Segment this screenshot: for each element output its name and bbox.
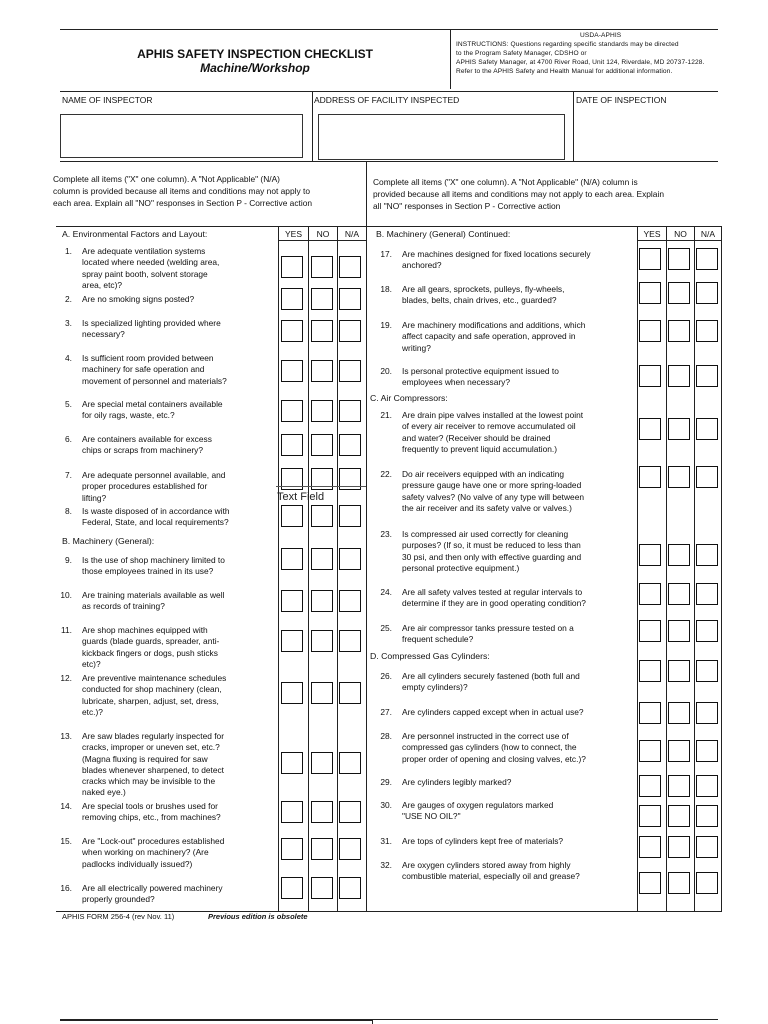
question-line: cracks which may be invisible to the: [82, 776, 216, 787]
yes-checkbox[interactable]: [639, 583, 661, 605]
na-checkbox[interactable]: [696, 282, 718, 304]
no-checkbox[interactable]: [311, 801, 333, 823]
question-text: [82, 801, 221, 824]
question-text: [82, 673, 226, 718]
question-line: purposes? (If so, it must be reduced to less than: [402, 540, 581, 551]
footer-form: APHIS FORM 256-4 (rev Nov. 11): [62, 912, 175, 921]
question-text: [402, 777, 511, 788]
na-checkbox[interactable]: [696, 805, 718, 827]
question-line: kickback fingers or dogs, push sticks: [82, 647, 218, 658]
question-line: Is personal protective equipment issued to: [402, 366, 559, 376]
no-checkbox[interactable]: [311, 548, 333, 570]
right-heading: B. Machinery (General) Continued:: [376, 229, 511, 239]
question-number: 26.: [380, 671, 392, 681]
question-line: chips or scraps from machinery?: [82, 445, 204, 456]
na-checkbox[interactable]: [339, 288, 361, 310]
yes-checkbox[interactable]: [639, 466, 661, 488]
intro-right-line: all "NO" responses in Section P - Corrective action: [373, 201, 561, 211]
question-line: the air receiver and its safety valve or valves.): [402, 502, 572, 513]
question-line: empty cylinders)?: [402, 682, 468, 693]
question-line: Are air compressor tanks pressure tested on a: [402, 623, 574, 633]
no-checkbox[interactable]: [668, 805, 690, 827]
question-line: Are machines designed for fixed locations securely: [402, 249, 591, 259]
question-text: [402, 529, 581, 574]
question-line: Are saw blades regularly inspected for: [82, 731, 224, 741]
question-number: 3.: [65, 318, 72, 328]
address-input[interactable]: [318, 114, 565, 160]
right-col-line-1: [637, 226, 638, 911]
question-line: Are special metal containers available: [82, 399, 223, 409]
question-line: Is waste disposed of in accordance with: [82, 506, 230, 516]
question-line: anchored?: [402, 260, 442, 271]
yes-checkbox[interactable]: [639, 872, 661, 894]
question-text: [82, 246, 219, 291]
question-number: 24.: [380, 587, 392, 597]
instructions-line-2: to the Program Safety Manager, CDSHO or: [456, 50, 587, 57]
question-line: Is the use of shop machinery limited to: [82, 555, 225, 565]
no-checkbox[interactable]: [668, 466, 690, 488]
yes-checkbox[interactable]: [281, 360, 303, 382]
yes-checkbox[interactable]: [281, 400, 303, 422]
question-line: Are personnel instructed in the correct use of: [402, 731, 569, 741]
question-line: frequently to prevent liquid accumulation.): [402, 443, 558, 454]
yes-checkbox[interactable]: [281, 548, 303, 570]
date-label: DATE OF INSPECTION: [576, 95, 667, 105]
question-text: [402, 284, 564, 307]
question-number: 4.: [65, 353, 72, 363]
yes-checkbox[interactable]: [639, 805, 661, 827]
question-number: 23.: [380, 529, 392, 539]
na-checkbox[interactable]: [696, 620, 718, 642]
question-number: 31.: [380, 836, 392, 846]
question-line: Are training materials available as well: [82, 590, 225, 600]
question-line: Are adequate ventilation systems: [82, 246, 206, 256]
right-col-line-3: [694, 226, 695, 911]
question-line: Are cylinders legibly marked?: [402, 777, 512, 787]
inspector-label: NAME OF INSPECTOR: [62, 95, 153, 105]
question-text: [402, 707, 584, 718]
na-checkbox[interactable]: [339, 630, 361, 652]
top-rule: [60, 29, 718, 30]
question-number: 9.: [65, 555, 72, 565]
na-checkbox[interactable]: [339, 590, 361, 612]
question-number: 27.: [380, 707, 392, 717]
no-checkbox[interactable]: [668, 620, 690, 642]
question-line: removing chips, etc., from machines?: [82, 812, 221, 823]
left-heading: A. Environmental Factors and Layout:: [62, 229, 208, 239]
left-header-rule: [278, 240, 366, 241]
yes-checkbox[interactable]: [281, 682, 303, 704]
yes-checkbox[interactable]: [639, 660, 661, 682]
na-checkbox[interactable]: [696, 320, 718, 342]
yes-checkbox[interactable]: [281, 590, 303, 612]
question-number: 18.: [380, 284, 392, 294]
question-text: [82, 434, 212, 457]
question-text: [82, 836, 224, 870]
na-checkbox[interactable]: [339, 256, 361, 278]
question-number: 19.: [380, 320, 392, 330]
no-checkbox[interactable]: [311, 505, 333, 527]
no-checkbox[interactable]: [668, 544, 690, 566]
yes-checkbox[interactable]: [639, 365, 661, 387]
question-number: 5.: [65, 399, 72, 409]
na-checkbox[interactable]: [696, 544, 718, 566]
question-line: affect capacity and safe operation, approved in: [402, 331, 576, 342]
question-line: Are all electrically powered machinery: [82, 883, 223, 893]
question-text: [402, 587, 586, 610]
question-line: Is sufficient room provided between: [82, 353, 214, 363]
question-line: combustible material, especially oil and grease?: [402, 871, 580, 882]
na-checkbox[interactable]: [339, 682, 361, 704]
question-text: [402, 469, 584, 514]
question-number: 13.: [60, 731, 72, 741]
na-checkbox[interactable]: [696, 466, 718, 488]
question-line: area, etc)?: [82, 279, 123, 290]
question-line: Are cylinders capped except when in actual use?: [402, 707, 584, 717]
na-checkbox[interactable]: [696, 583, 718, 605]
question-line: Is compressed air used correctly for cleaning: [402, 529, 569, 539]
question-line: movement of personnel and materials?: [82, 375, 227, 386]
question-line: naked eye.): [82, 787, 126, 798]
question-line: proper procedures established for: [82, 481, 208, 492]
no-checkbox[interactable]: [668, 282, 690, 304]
question-text: [402, 860, 580, 883]
inspector-input[interactable]: [60, 114, 303, 158]
left-no-header: NO: [316, 229, 330, 239]
yes-checkbox[interactable]: [281, 630, 303, 652]
question-line: as records of training?: [82, 601, 165, 612]
no-checkbox[interactable]: [668, 320, 690, 342]
no-checkbox[interactable]: [668, 836, 690, 858]
question-number: 1.: [65, 246, 72, 256]
left-table-top: [56, 226, 366, 227]
yes-checkbox[interactable]: [639, 775, 661, 797]
instructions-line-3: APHIS Safety Manager, at 4700 River Road, Unit 124, Riverdale, MD 20737-1228.: [456, 59, 705, 66]
yes-checkbox[interactable]: [639, 702, 661, 724]
no-checkbox[interactable]: [311, 434, 333, 456]
yes-checkbox[interactable]: [281, 434, 303, 456]
header-divider: [450, 29, 451, 89]
no-checkbox[interactable]: [668, 702, 690, 724]
question-line: conducted for shop machinery (clean,: [82, 684, 222, 695]
yes-checkbox[interactable]: [281, 801, 303, 823]
no-checkbox[interactable]: [311, 682, 333, 704]
question-line: proper order of opening and closing valves, etc.)?: [402, 753, 586, 764]
question-text: [402, 320, 585, 354]
yes-checkbox[interactable]: [639, 740, 661, 762]
right-col-line-2: [666, 226, 667, 911]
question-line: Are "Lock-out" procedures established: [82, 836, 225, 846]
question-line: Are no smoking signs posted?: [82, 294, 195, 304]
na-checkbox[interactable]: [696, 836, 718, 858]
yes-checkbox[interactable]: [639, 320, 661, 342]
instructions-line-4: Refer to the APHIS Safety and Health Manual for additional information.: [456, 68, 673, 75]
question-number: 14.: [60, 801, 72, 811]
question-text: [402, 410, 583, 455]
right-table-top: [366, 226, 722, 227]
question-line: Are shop machines equipped with: [82, 625, 208, 635]
right-header-rule: [637, 240, 722, 241]
yes-checkbox[interactable]: [281, 288, 303, 310]
section-c-label: C. Air Compressors:: [370, 393, 448, 403]
question-line: padlocks individually issued?): [82, 858, 193, 869]
question-number: 29.: [380, 777, 392, 787]
no-checkbox[interactable]: [311, 256, 333, 278]
right-no-header: NO: [674, 229, 687, 239]
question-line: guards (blade guards, spreader, anti-: [82, 636, 220, 647]
intro-right: [373, 176, 664, 212]
yes-checkbox[interactable]: [281, 320, 303, 342]
intro-right-line: provided because all items and conditions may not apply to each area. Explain: [373, 189, 664, 199]
agency-label: USDA-APHIS: [580, 32, 622, 39]
question-line: Are preventive maintenance schedules: [82, 673, 227, 683]
yes-checkbox[interactable]: [281, 505, 303, 527]
question-number: 16.: [60, 883, 72, 893]
left-col-line-2: [308, 226, 309, 911]
address-label: ADDRESS OF FACILITY INSPECTED: [314, 95, 460, 105]
fields-divider-2: [573, 91, 574, 161]
no-checkbox[interactable]: [668, 872, 690, 894]
question-text: [82, 625, 219, 670]
question-number: 15.: [60, 836, 72, 846]
na-checkbox[interactable]: [339, 400, 361, 422]
question-text: [402, 671, 580, 694]
question-number: 11.: [60, 625, 72, 635]
question-line: Federal, State, and local requirements?: [82, 517, 229, 528]
question-number: 21.: [380, 410, 392, 420]
question-text: [402, 836, 563, 847]
yes-checkbox[interactable]: [639, 620, 661, 642]
question-line: employees when necessary?: [402, 377, 511, 388]
left-col-line-1: [278, 226, 279, 911]
question-line: necessary?: [82, 329, 125, 340]
no-checkbox[interactable]: [311, 288, 333, 310]
na-checkbox[interactable]: [339, 752, 361, 774]
question-number: 2.: [65, 294, 72, 304]
na-checkbox[interactable]: [696, 660, 718, 682]
question-text: [402, 800, 553, 823]
question-line: "USE NO OIL?": [402, 811, 461, 822]
question-text: [402, 623, 574, 646]
question-number: 12.: [60, 673, 72, 683]
na-checkbox[interactable]: [339, 360, 361, 382]
fields-divider-1: [312, 91, 313, 161]
question-text: [82, 506, 230, 529]
question-text: [82, 399, 223, 422]
yes-checkbox[interactable]: [639, 248, 661, 270]
na-checkbox[interactable]: [696, 872, 718, 894]
question-number: 28.: [380, 731, 392, 741]
question-line: etc.)?: [82, 706, 103, 717]
question-line: Are all gears, sprockets, pulleys, fly-wheels,: [402, 284, 565, 294]
question-text: [82, 590, 224, 613]
no-checkbox[interactable]: [668, 583, 690, 605]
yes-checkbox[interactable]: [639, 544, 661, 566]
right-yes-header: YES: [643, 229, 661, 239]
na-checkbox[interactable]: [696, 775, 718, 797]
na-checkbox[interactable]: [339, 801, 361, 823]
question-line: Are adequate personnel available, and: [82, 470, 226, 480]
left-na-header: N/A: [344, 229, 360, 239]
question-line: when working on machinery? (Are: [82, 847, 209, 858]
question-line: those employees trained in its use?: [82, 566, 214, 577]
no-checkbox[interactable]: [668, 775, 690, 797]
no-checkbox[interactable]: [311, 838, 333, 860]
question-line: writing?: [402, 342, 431, 353]
question-line: located where needed (welding area,: [82, 257, 220, 268]
yes-checkbox[interactable]: [281, 877, 303, 899]
na-checkbox[interactable]: [696, 365, 718, 387]
no-checkbox[interactable]: [311, 877, 333, 899]
no-checkbox[interactable]: [311, 630, 333, 652]
intro-left-line: each area. Explain all "NO" responses in Section P - Corrective action: [53, 198, 313, 208]
footer-note: Previous edition is obsolete: [208, 912, 308, 921]
overlay-text-field[interactable]: Text Field: [277, 491, 325, 503]
page-bottom-rule-right: [372, 1019, 718, 1020]
right-col-line-4: [721, 226, 722, 911]
intro-left-line: Complete all items ("X" one column). A "Not Applicable" (N/A): [53, 174, 280, 184]
intro-left: [53, 173, 312, 209]
no-checkbox[interactable]: [311, 752, 333, 774]
overlay-rule: [276, 486, 366, 487]
question-line: determine if they are in good operating condition?: [402, 598, 586, 609]
question-number: 20.: [380, 366, 392, 376]
question-line: lifting?: [82, 492, 107, 503]
question-number: 22.: [380, 469, 392, 479]
na-checkbox[interactable]: [696, 418, 718, 440]
question-line: spray paint booth, solvent storage: [82, 268, 208, 279]
question-line: cracks, improper or uneven set, etc.?: [82, 742, 220, 753]
na-checkbox[interactable]: [339, 434, 361, 456]
question-line: Is specialized lighting provided where: [82, 318, 221, 328]
question-number: 7.: [65, 470, 72, 480]
question-text: [82, 294, 194, 305]
section-d-label: D. Compressed Gas Cylinders:: [370, 651, 490, 661]
yes-checkbox[interactable]: [639, 836, 661, 858]
question-line: frequent schedule?: [402, 634, 474, 645]
question-line: compressed gas cylinders (how to connect, the: [402, 742, 577, 753]
question-line: (Magna fluxing is required for saw: [82, 753, 208, 764]
na-checkbox[interactable]: [339, 838, 361, 860]
center-divider: [366, 161, 367, 911]
no-checkbox[interactable]: [668, 418, 690, 440]
form-subtitle: Machine/Workshop: [200, 61, 310, 75]
yes-checkbox[interactable]: [281, 256, 303, 278]
question-text: [82, 318, 221, 341]
no-checkbox[interactable]: [668, 660, 690, 682]
na-checkbox[interactable]: [339, 320, 361, 342]
instructions-line-1: INSTRUCTIONS: Questions regarding specific standards may be directed: [456, 41, 679, 48]
intro-right-line: Complete all items ("X" one column). A "Not Applicable" (N/A) column is: [373, 177, 638, 187]
no-checkbox[interactable]: [311, 400, 333, 422]
no-checkbox[interactable]: [311, 360, 333, 382]
question-text: [82, 470, 225, 504]
left-col-line-3: [337, 226, 338, 911]
question-line: safety valves? (No valve of any type will between: [402, 491, 585, 502]
question-number: 32.: [380, 860, 392, 870]
fields-top-rule: [60, 91, 718, 92]
question-line: 30 psi, and then only with effective guarding and: [402, 551, 582, 562]
question-text: [82, 353, 227, 387]
question-line: properly grounded?: [82, 894, 155, 905]
question-line: personal protective equipment.): [402, 562, 520, 573]
question-line: Are tops of cylinders kept free of materials?: [402, 836, 564, 846]
yes-checkbox[interactable]: [281, 752, 303, 774]
left-yes-header: YES: [284, 229, 302, 239]
question-text: [82, 731, 224, 799]
no-checkbox[interactable]: [311, 590, 333, 612]
section-b-label: B. Machinery (General):: [62, 536, 155, 546]
question-line: Are all cylinders securely fastened (both full and: [402, 671, 580, 681]
yes-checkbox[interactable]: [281, 838, 303, 860]
question-line: for oily rags, waste, etc.?: [82, 410, 175, 421]
question-number: 6.: [65, 434, 72, 444]
question-line: Are oxygen cylinders stored away from highly: [402, 860, 571, 870]
question-text: [82, 555, 225, 578]
fields-bottom-rule: [60, 161, 718, 162]
yes-checkbox[interactable]: [639, 282, 661, 304]
na-checkbox[interactable]: [339, 505, 361, 527]
question-number: 10.: [60, 590, 72, 600]
na-checkbox[interactable]: [339, 877, 361, 899]
question-line: Are all safety valves tested at regular intervals to: [402, 587, 583, 597]
form-title: APHIS SAFETY INSPECTION CHECKLIST: [137, 47, 373, 61]
question-line: Are containers available for excess: [82, 434, 212, 444]
question-line: Are machinery modifications and additions, which: [402, 320, 586, 330]
question-line: machinery for safe operation and: [82, 364, 205, 375]
yes-checkbox[interactable]: [639, 418, 661, 440]
question-line: of every air receiver to remove accumulated oil: [402, 421, 576, 432]
intro-left-line: column is provided because all items and conditions may not apply to: [53, 186, 310, 196]
na-checkbox[interactable]: [696, 248, 718, 270]
question-text: [402, 249, 591, 272]
question-line: Do air receivers equipped with an indicating: [402, 469, 565, 479]
no-checkbox[interactable]: [668, 248, 690, 270]
question-text: [82, 883, 223, 906]
question-line: Are gauges of oxygen regulators marked: [402, 800, 554, 810]
question-number: 30.: [380, 800, 392, 810]
no-checkbox[interactable]: [668, 365, 690, 387]
na-checkbox[interactable]: [696, 740, 718, 762]
no-checkbox[interactable]: [311, 320, 333, 342]
question-number: 8.: [65, 506, 72, 516]
question-line: Are drain pipe valves installed at the lowest point: [402, 410, 584, 420]
na-checkbox[interactable]: [339, 548, 361, 570]
question-line: etc)?: [82, 658, 101, 669]
question-text: [402, 731, 586, 765]
question-line: lubricate, sharpen, adjust, set, dress,: [82, 695, 219, 706]
right-na-header: N/A: [700, 229, 716, 239]
question-line: and water? (Receiver should be drained: [402, 432, 551, 443]
question-number: 17.: [380, 249, 392, 259]
question-text: [402, 366, 559, 389]
question-number: 25.: [380, 623, 392, 633]
question-line: pressure gauge have one or more spring-loaded: [402, 480, 582, 491]
question-line: blades, belts, chain drives, etc., guarded?: [402, 295, 557, 306]
question-line: Are special tools or brushes used for: [82, 801, 218, 811]
na-checkbox[interactable]: [696, 702, 718, 724]
no-checkbox[interactable]: [668, 740, 690, 762]
page-bottom-rule-left: [60, 1019, 372, 1021]
question-line: blades whenever sharpened, to detect: [82, 764, 225, 775]
